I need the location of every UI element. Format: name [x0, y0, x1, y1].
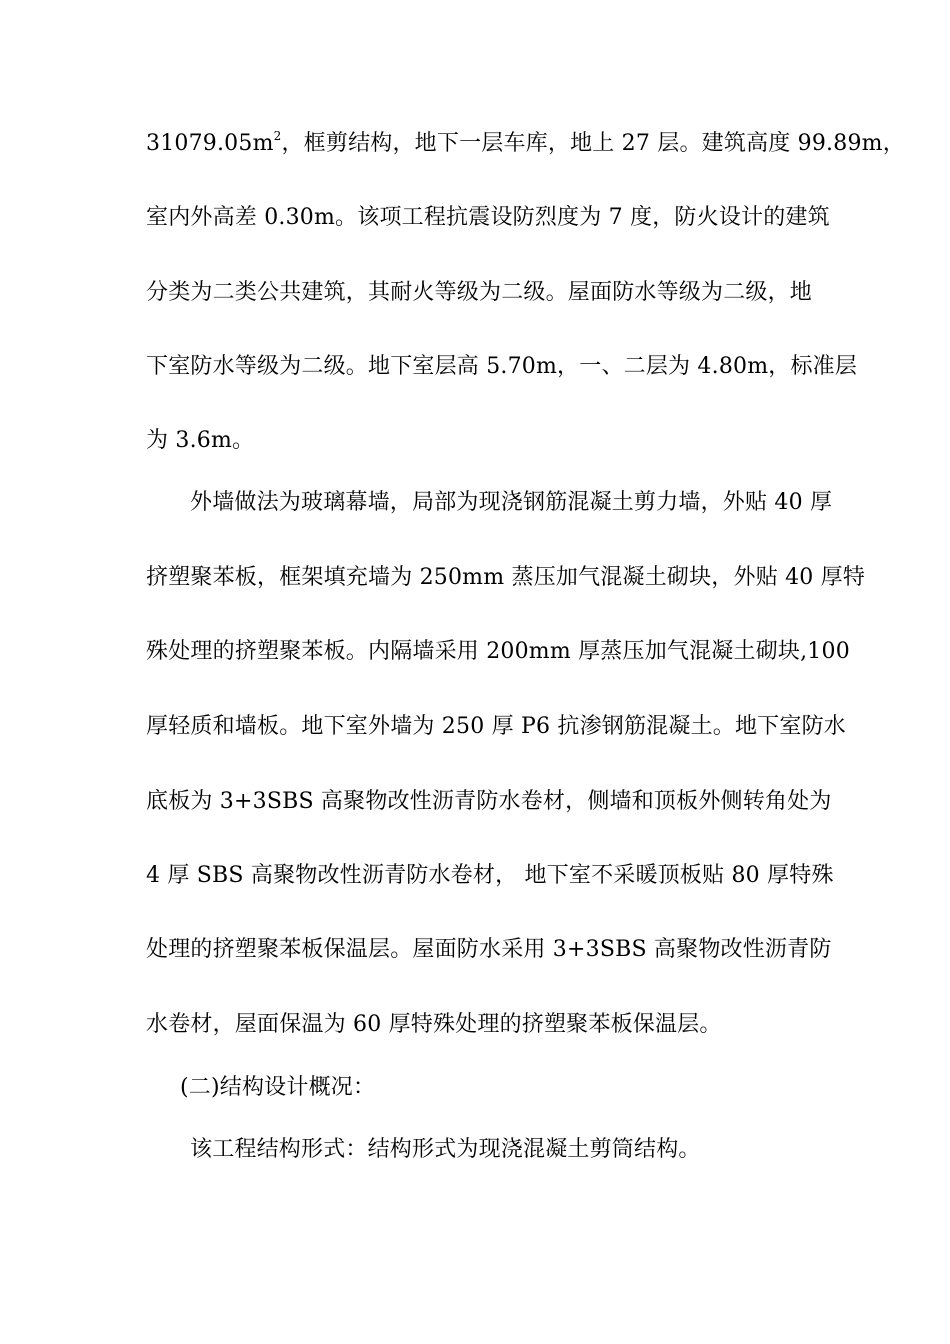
paragraph2-line1: 外墙做法为玻璃幕墙，局部为现浇钢筋混凝土剪力墙，外贴 40 厚 — [190, 490, 833, 515]
paragraph2-line4: 厚轻质和墙板。地下室外墙为 250 厚 P6 抗渗钢筋混凝土。地下室防水 — [146, 714, 846, 739]
area-value: 31079.05m — [146, 131, 274, 156]
section-text: 该工程结构形式：结构形式为现浇混凝土剪筒结构。 — [190, 1137, 701, 1162]
paragraph2-line3: 殊处理的挤塑聚苯板。内隔墙采用 200mm 厚蒸压加气混凝土砌块,100 — [146, 639, 850, 664]
paragraph1-line2: 室内外高差 0.30m。该项工程抗震设防烈度为 7 度，防火设计的建筑 — [146, 205, 830, 230]
paragraph1-line4: 下室防水等级为二级。地下室层高 5.70m，一、二层为 4.80m，标准层 — [146, 354, 858, 379]
paragraph2-line7: 处理的挤塑聚苯板保温层。屋面防水采用 3+3SBS 高聚物改性沥青防 — [146, 937, 832, 962]
paragraph1-line3: 分类为二类公共建筑，其耐火等级为二级。屋面防水等级为二级，地 — [146, 280, 813, 305]
paragraph1-line1-text: ，框剪结构，地下一层车库，地上 27 层。建筑高度 99.89m， — [281, 131, 905, 156]
paragraph1-line1 — [146, 129, 905, 159]
paragraph2-line5: 底板为 3+3SBS 高聚物改性沥青防水卷材，侧墙和顶板外侧转角处为 — [146, 789, 832, 814]
section-heading: (二)结构设计概况： — [180, 1075, 376, 1100]
paragraph2-line8: 水卷材，屋面保温为 60 厚特殊处理的挤塑聚苯板保温层。 — [146, 1012, 722, 1037]
paragraph2-line2: 挤塑聚苯板，框架填充墙为 250mm 蒸压加气混凝土砌块，外贴 40 厚特 — [146, 565, 866, 590]
superscript: 2 — [273, 129, 282, 143]
paragraph1-line5: 为 3.6m。 — [146, 428, 255, 453]
paragraph2-line6: 4 厚 SBS 高聚物改性沥青防水卷材， 地下室不采暖顶板贴 80 厚特殊 — [146, 863, 834, 888]
